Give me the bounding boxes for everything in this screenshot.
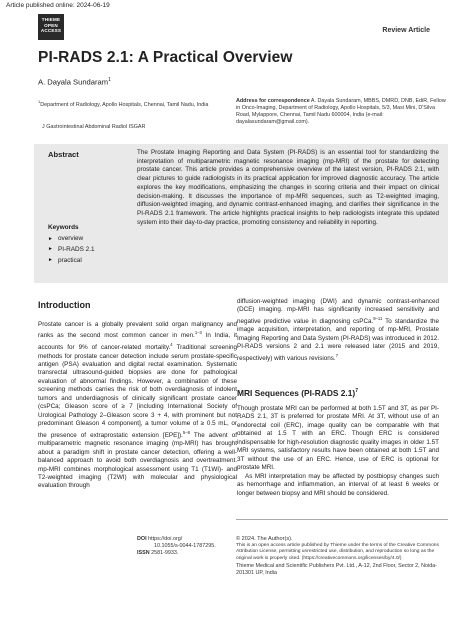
doi-block [137, 536, 216, 557]
keyword-item: ► practical [48, 256, 95, 267]
copyright-block [236, 536, 446, 577]
intro-text: Traditional screening methods for prostate cancer detection include serum prostate-specific antigen (PSA) evaluation and digital rectal examination. Systematic transrectal ultrasound-guided biopsies are done for pathological evaluation of abnormal findings. However, a combination of these screening methods carries the risk of both overdiagnosis of indolent tumors and underdiagnosis of clinically significant prostate cancer (csPCa; Gleason score of ≥ 7 [including International Society of Urological Pathology 2–Gleason score 3 + 4, with prominent but not predominant Gleason 4 component], a tumor volume of ≥ 0.5 mL, or the presence of extraprostatic extension [EPE]). [38, 344, 237, 439]
citation-sup: 4 [170, 342, 173, 347]
license-text: This is an open access article published by Thieme under the terms of the Creative Commons Attribution License, permitting unrestricted use, distribution, and reproduction so long as the original work is properly cited. (https://creativecommons.org/licenses/by/4.0/) [236, 542, 439, 561]
correspondence-text: A. Dayala Sundaram, MBBS, DMRD, DNB, EdiR, Fellow in Onco-Imaging, Department of Radiology, Apollo Hospitals, 5/3, Masi Mini, D'Silva Road, Mylappore, Chennai, Tamil Nadu 600004, India (e-mail: dayalasundaram@gmail.com). [236, 98, 446, 125]
article-title: PI-RADS 2.1: A Practical Overview [38, 49, 293, 66]
keyword-item: ► overview [48, 234, 95, 245]
doi-label: DOI [137, 536, 147, 542]
citation-sup: 5–8 [182, 429, 190, 435]
citation-sup: 1–3 [194, 330, 202, 336]
abstract-text: The Prostate Imaging Reporting and Data System (PI-RADS) is an essential tool for standardizing the interpretation of multiparametric magnetic resonance imaging (mp-MRI) of the prostate for detecting prostate cancer. This article provides a comprehensive overview of the latest version, PI-RADS 2.1, with clear pictures to guide radiologists in its practical application for improved diagnostic accuracy. The article explores the key modifications, emphasizing the changes in scoring criteria and their impact on clinical decision-making. It discusses the importance of mp-MRI sequences, such as T2-weighted imaging, diffusion-weighted imaging, and dynamic contrast-enhanced imaging, and clarifies their significance in the PI-RADS 2.1 framework. The article highlights practical insights to help radiologists integrate this updated system into their day-to-day practice, promoting consistency and reliability in reporting. [137, 149, 439, 226]
affiliation-1-text: Department of Radiology, Apollo Hospitals, Chennai, Tamil Nadu, India [40, 101, 209, 108]
intro-text: The advent of multiparametric magnetic resonance imaging (mp-MRI) has brought about a paradigm shift in prostate cancer detection, offering a well-balanced approach to avoid both overdiagnosis and overtreatment. mp-MRI combines morphological assessment using T1 (T1WI)- and T2-weighted imaging (T2WI) with molecular and physiological evaluation through [38, 431, 237, 490]
keywords-list [48, 234, 95, 266]
journal-name: J Gastrointestinal Abdominal Radiol ISGAR [42, 124, 146, 130]
mri-paragraph-2: As MRI interpretation may be affected by postbiopsy changes such as hemorrhage and inflammation, an interval of at least 6 weeks or longer between biopsy and MRI should be considered. [237, 472, 439, 497]
affiliation-1-sup: 1 [38, 99, 41, 104]
citation-sup: 9–11 [373, 315, 383, 321]
author-name[interactable]: A. Dayala Sundaram [38, 77, 109, 87]
author-line [38, 77, 111, 87]
citation-sup: 7 [335, 352, 339, 358]
correspondence-label: Address for correspondence [236, 98, 310, 104]
correspondence-address [236, 98, 448, 126]
intro-text: In India, it accounts for 9% of cancer-related mortality. [38, 332, 237, 352]
doi-url[interactable]: https://doi.org/ [148, 536, 183, 542]
copyright-line: © 2024. The Author(s). [236, 536, 293, 542]
affiliation-1 [38, 98, 243, 109]
mri-paragraph-1: Though prostate MRI can be performed at both 1.5T and 3T, as per PI-RADS 2.1, 3T is preferred for prostate MRI. At 3T, without use of an endorectal coil (ERC), image quality can be comparable with that obtained at 1.5 T with an ERC. Though ERC is considered indispensable for high-resolution diagnostic quality images in older 1.5T MRI systems, satisfactory results have been obtained at both 1.5T and 3T without the use of an ERC. Hence, use of ERC is optional for prostate MRI. [237, 405, 439, 472]
mri-sequences-heading [237, 388, 358, 398]
issn-label: ISSN [137, 550, 150, 556]
keywords-heading: Keywords [48, 224, 79, 231]
logo-line-2: OPEN [44, 22, 58, 28]
article-type-label: Review Article [382, 27, 430, 34]
intro-text: Prostate cancer is a globally prevalent solid organ malignancy and ranks as the second most common cancer in men. [38, 321, 237, 340]
thieme-open-access-logo [38, 14, 64, 40]
published-online-date: Article published online: 2024-06-19 [6, 2, 110, 9]
issn-value: 2581-9933. [151, 550, 179, 556]
introduction-paragraph-1 [38, 321, 237, 491]
intro-text: To standardize the image acquisition, interpretation, and reporting of mp-MRI, Prostate Imaging Reporting and Data System (PI-RADS) was introduced in 2012. PI-RADS versions 2 and 2.1 were released later (2015 and 2019, respectively) with various revisions. [237, 318, 440, 362]
doi-value[interactable]: 10.1055/s-0044-1787295. [154, 543, 216, 549]
logo-line-3: ACCESS [40, 28, 62, 34]
mri-heading-text: MRI Sequences (PI-RADS 2.1) [237, 388, 356, 398]
mri-sequences-body [237, 405, 439, 498]
citation-sup: 7 [355, 388, 358, 395]
publisher-line: Thieme Medical and Scientific Publishers Pvt. Ltd., A-12, 2nd Floor, Sector 2, Noida-201301 UP, India [236, 563, 438, 577]
introduction-heading: Introduction [38, 300, 91, 310]
introduction-paragraph-2 [237, 298, 439, 363]
logo-line-1: THIEME [41, 17, 61, 22]
author-sup: 1 [108, 77, 111, 83]
abstract-heading: Abstract [48, 150, 79, 159]
intro-text: diffusion-weighted imaging (DWI) and dynamic contrast-enhanced (DCE) imaging. mp-MRI has significantly increased sensitivity and negative predictive value in diagnosing csPCa. [237, 298, 439, 325]
footer-divider [236, 519, 448, 520]
keyword-item: ► PI-RADS 2.1 [48, 245, 95, 256]
